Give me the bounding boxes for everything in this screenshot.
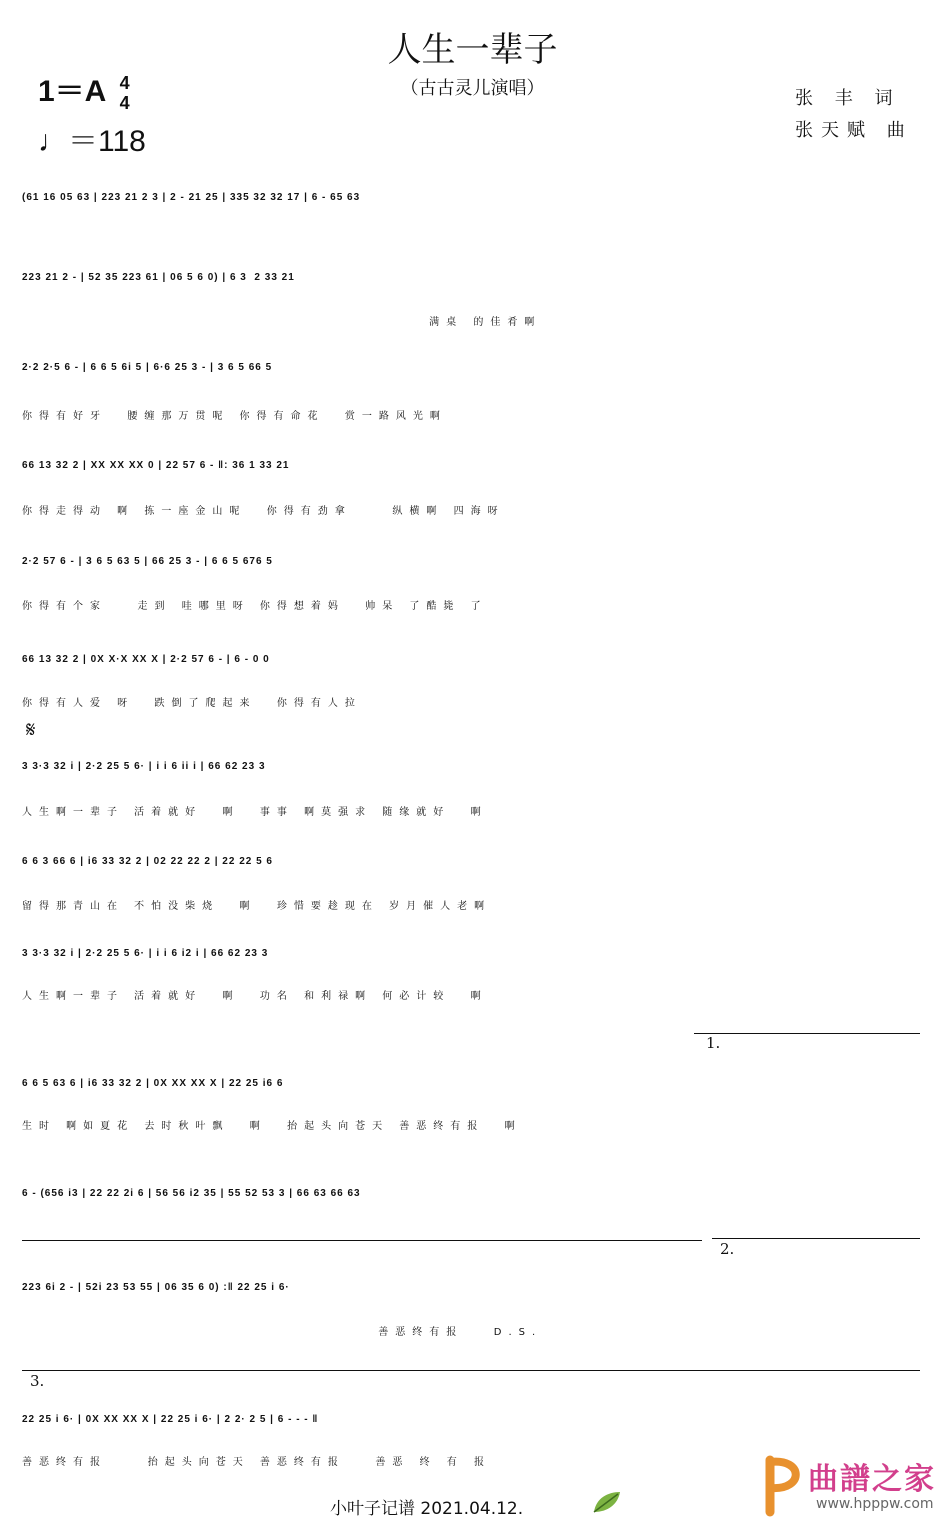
singer-credit: （古古灵儿演唱）: [400, 78, 545, 99]
notes-line: 2·2 57 6 - | 3 6 5 63 5 | 66 25 3 - | 6 6 5 676 5: [22, 556, 273, 567]
time-signature: [120, 73, 130, 113]
volta-3-label: 3.: [30, 1372, 45, 1390]
logo-url: www.hpppw.com: [816, 1496, 934, 1512]
transcriber-footer: 小叶子记谱 2021.04.12.: [330, 1499, 524, 1519]
notes-line: 3 3·3 32 i | 2·2 25 5 6· | i i 6 ii i | 66 62 23 3: [22, 761, 266, 772]
lyrics-line: 人生啊一辈子 活着就好 啊 事事 啊莫强求 随缘就好 啊: [22, 807, 488, 818]
notes-line: 223 6i 2 - | 52i 23 53 55 | 06 35 6 0) :‖ 22 25 i 6·: [22, 1282, 290, 1293]
notes-line: 2·2 2·5 6 - | 6 6 5 6i 5 | 6·6 25 3 - | 3 6 5 66 5: [22, 362, 273, 373]
key-signature: [38, 66, 130, 113]
volta-2-bracket: [712, 1238, 920, 1239]
notes-line: 6 - (656 i3 | 22 22 2i 6 | 56 56 i2 35 | 55 52 53 3 | 66 63 66 63: [22, 1188, 361, 1199]
notes-line: 223 21 2 - | 52 35 223 61 | 06 5 6 0) | 6 3 2 33 21: [22, 272, 295, 283]
notes-line: 22 25 i 6· | 0X XX XX X | 22 25 i 6· | 2 2· 2 5 | 6 - - - ‖: [22, 1414, 319, 1425]
lyrics-line: 满桌 的佳肴啊: [22, 317, 542, 328]
time-top: 4: [119, 73, 130, 94]
notes-line: 6 6 3 66 6 | i6 33 32 2 | 02 22 22 2 | 22 22 5 6: [22, 856, 273, 867]
segno-icon: 𝄋: [26, 718, 36, 743]
notes-line: (61 16 05 63 | 223 21 2 3 | 2 - 21 25 | 335 32 32 17 | 6 - 65 63: [22, 192, 361, 203]
notes-line: 3 3·3 32 i | 2·2 25 5 6· | i i 6 i2 i | 66 62 23 3: [22, 948, 269, 959]
lyrics-line: 生时 啊如夏花 去时秋叶飘 啊 抬起头向苍天 善恶终有报 啊: [22, 1121, 522, 1132]
lyrics-line: 你得有个家 走到 哇哪里呀 你得想着妈 帅呆 了酷毙 了: [22, 601, 488, 612]
watermark-logo: [760, 1450, 940, 1525]
volta-1-continuation: [22, 1240, 702, 1241]
song-title: 人生一辈子: [387, 30, 558, 70]
lyrics-line: 善恶终有报 抬起头向苍天 善恶终有报 善恶 终 有 报: [22, 1457, 491, 1468]
logo-text: 曲譜之家: [808, 1462, 936, 1497]
volta-1-bracket: [694, 1033, 920, 1034]
volta-1-label: 1.: [706, 1034, 721, 1052]
notes-line: 66 13 32 2 | 0X X·X XX X | 2·2 57 6 - | 6 - 0 0: [22, 654, 270, 665]
logo-p-icon: [760, 1450, 806, 1520]
tempo-marking: ♩＝118: [38, 125, 146, 158]
lyricist-credit: 张 丰 词: [795, 88, 901, 109]
lyrics-line: 你得有人爱 呀 跌倒了爬起来 你得有人拉: [22, 698, 362, 709]
lyrics-line: 你得有好牙 腰缠那万贯呢 你得有命花 赏一路风光啊: [22, 411, 447, 422]
notes-line: 66 13 32 2 | XX XX XX 0 | 22 57 6 - ‖: 36 1 33 21: [22, 460, 290, 471]
composer-credit: 张天赋 曲: [795, 120, 913, 141]
lyrics-line: 人生啊一辈子 活着就好 啊 功名 和利禄啊 何必计较 啊: [22, 991, 488, 1002]
volta-2-label: 2.: [720, 1240, 735, 1258]
lyrics-line: 善恶终有报 D.S.: [22, 1327, 543, 1338]
lyrics-line: 你得走得动 啊 拣一座金山呢 你得有劲拿 纵横啊 四海呀: [22, 506, 505, 517]
leaf-icon: [590, 1488, 622, 1516]
key-label: 1＝A: [38, 75, 106, 108]
lyrics-line: 留得那青山在 不怕没柴烧 啊 珍惜要趁现在 岁月催人老啊: [22, 901, 492, 912]
volta-3-bracket: [22, 1370, 920, 1371]
notes-line: 6 6 5 63 6 | i6 33 32 2 | 0X XX XX X | 22 25 i6 6: [22, 1078, 284, 1089]
time-bottom: 4: [119, 93, 130, 114]
